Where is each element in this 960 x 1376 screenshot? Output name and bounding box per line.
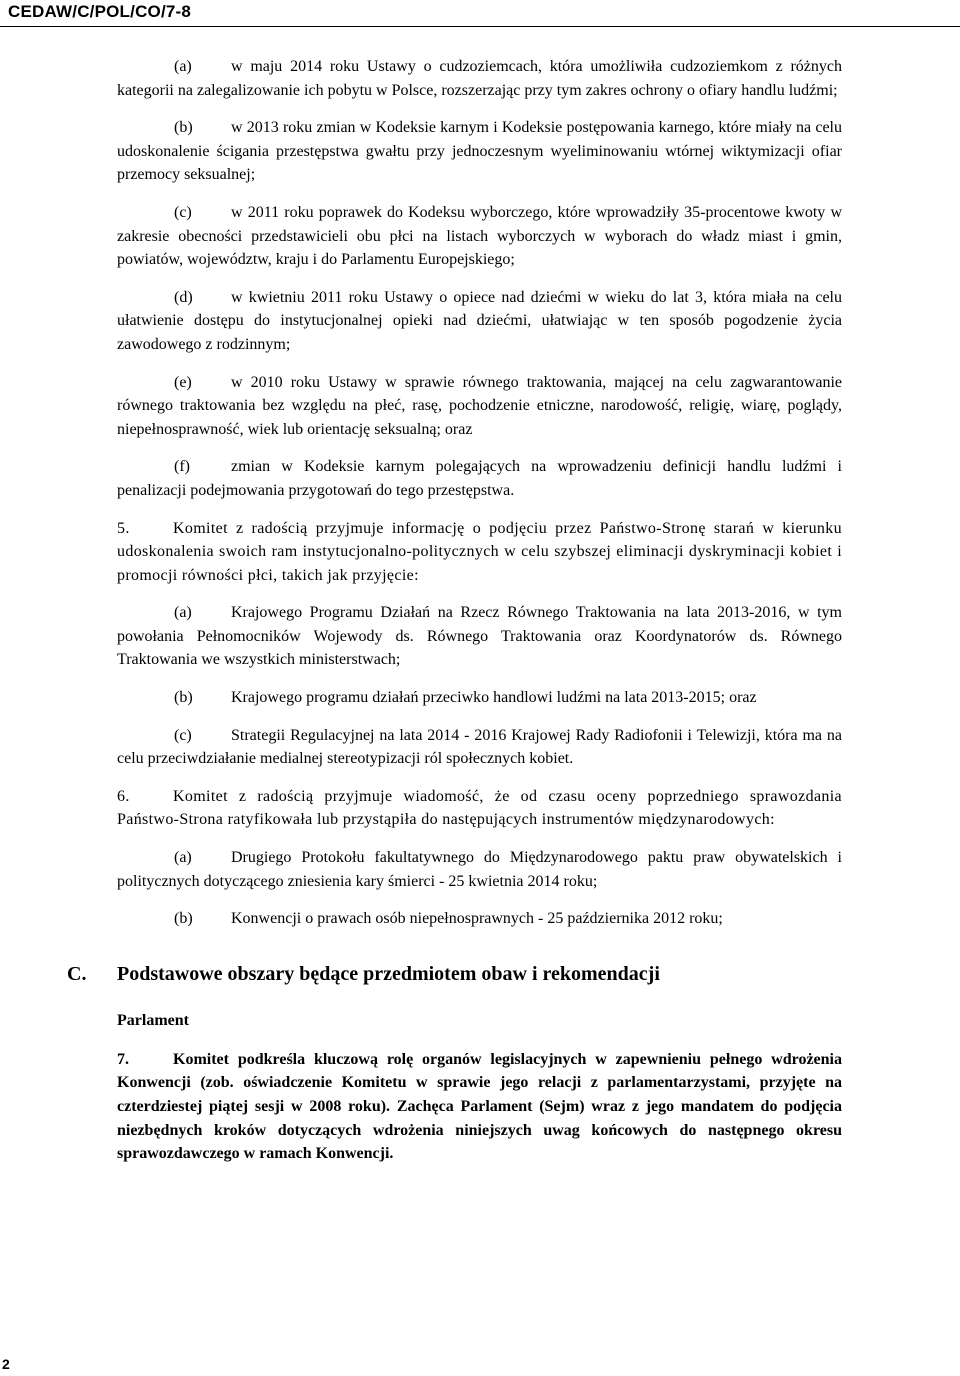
list-item	[117, 724, 842, 771]
subheading-parlament: Parlament	[117, 1011, 189, 1029]
item-text: w 2013 roku zmian w Kodeksie karnym i Kodeksie postępowania karnego, które miały na celu udoskonalenie ścigania przestępstwa gwałtu przy jednoczesnym wyeliminowaniu wtórnej wiktymizacji ofiar przemocy seksualnej;	[117, 119, 842, 184]
paragraph-number: 7.	[117, 1050, 129, 1068]
paragraph-text: Komitet z radością przyjmuje wiadomość, że od czasu oceny poprzedniego sprawozdania Państwo-Strona ratyfikowała lub przystąpiła do następujących instrumentów międzynarodowych:	[117, 787, 842, 829]
paragraph-number: 5.	[117, 519, 130, 537]
item-text: Drugiego Protokołu fakultatywnego do Międzynarodowego paktu praw obywatelskich i politycznych dotyczącego zniesienia kary śmierci - 25 kwietnia 2014 roku;	[117, 849, 842, 890]
list-item	[117, 907, 842, 931]
document-code: CEDAW/C/POL/CO/7-8	[8, 2, 192, 21]
item-label: (c)	[174, 726, 192, 744]
item-label: (b)	[174, 689, 193, 707]
list-item	[117, 601, 842, 672]
list-item	[117, 116, 842, 187]
item-text: zmian w Kodeksie karnym polegających na wprowadzeniu definicji handlu ludźmi i penalizacji podejmowania przygotowań do tego przestępstwa.	[117, 458, 842, 499]
item-text: Strategii Regulacyjnej na lata 2014 - 2016 Krajowej Rady Radiofonii i Telewizji, która ma na celu przeciwdziałanie medialnej stereotypizacji ról społecznych kobiet.	[117, 726, 842, 768]
section-title: Podstawowe obszary będące przedmiotem obaw i rekomendacji	[117, 962, 660, 985]
list-item	[117, 455, 842, 502]
list-item	[117, 846, 842, 893]
item-text: w 2010 roku Ustawy w sprawie równego traktowania, mającej na celu zagwarantowanie równego traktowania bez względu na płeć, rasę, pochodzenie etniczne, narodowość, religię, wiarę, poglądy, niepełnosprawność, wiek lub orientację seksualną; oraz	[117, 373, 842, 438]
item-label: (a)	[174, 604, 192, 622]
page-number: 2	[2, 1356, 10, 1372]
item-label: (d)	[174, 288, 193, 306]
paragraph-text: Komitet z radością przyjmuje informację o podjęciu przez Państwo-Stronę starań w kierunku udoskonalenia swoich ram instytucjonalno-politycznych w celu szybszej eliminacji dyskryminacji kobiet i promocji równości płci, takich jak przyjęcie:	[117, 519, 842, 584]
page-content	[67, 55, 842, 1180]
item-text: Krajowego Programu Działań na Rzecz Równego Traktowania na lata 2013-2016, w tym powołania Pełnomocników Wojewody ds. Równego Traktowania oraz Koordynatorów ds. Równego Traktowania we wszystkich ministerstwach;	[117, 604, 842, 669]
list-item	[117, 286, 842, 357]
item-label: (a)	[174, 58, 192, 75]
paragraph-text: Komitet podkreśla kluczową rolę organów legislacyjnych w zapewnieniu pełnego wdrożenia Konwencji (zob. oświadczenie Komitetu w sprawie jego relacji z parlamentarzystami, przyjęte na czterdziestej piątej sesji w 2008 roku). Zachęca Parlament (Sejm) wraz z jego mandatem do podjęcia niezbędnych kroków dotyczących wdrożenia niniejszych uwag końcowych do następnego okresu sprawozdawczego w ramach Konwencji.	[117, 1050, 842, 1163]
header-rule	[0, 26, 960, 27]
list-item	[117, 371, 842, 442]
list-item	[117, 686, 842, 710]
item-label: (a)	[174, 849, 192, 867]
item-text: w 2011 roku poprawek do Kodeksu wyborczego, które wprowadziły 35-procentowe kwoty w zakresie obecności przedstawicieli obu płci na listach wyborczych w wyborach do władz miast i gmin, powiatów, województw, kraju i do Parlamentu Europejskiego;	[117, 203, 842, 269]
item-text: Krajowego programu działań przeciwko handlowi ludźmi na lata 2013-2015; oraz	[231, 689, 757, 707]
item-label: (b)	[174, 910, 193, 928]
paragraph-5	[117, 517, 842, 588]
list-item	[117, 201, 842, 272]
item-label: (b)	[174, 119, 193, 137]
section-heading	[67, 961, 842, 987]
item-label: (c)	[174, 203, 192, 221]
list-item	[117, 55, 842, 102]
item-text: w maju 2014 roku Ustawy o cudzoziemcach, która umożliwiła cudzoziemkom z różnych kategorii na zalegalizowanie ich pobytu w Polsce, rozszerzając przy tym zakres ochrony o ofiary handlu ludźmi;	[117, 58, 842, 99]
item-label: (f)	[174, 458, 190, 476]
section-letter: C.	[67, 962, 87, 985]
item-text: Konwencji o prawach osób niepełnosprawnych - 25 października 2012 roku;	[231, 910, 723, 928]
item-text: w kwietniu 2011 roku Ustawy o opiece nad dziećmi w wieku do lat 3, która miała na celu ułatwienie dostępu do instytucjonalnej opieki nad dziećmi, ułatwiając w ten sposób pogodzenie życia zawodowego z rodzinnym;	[117, 288, 842, 353]
paragraph-7	[117, 1048, 842, 1166]
paragraph-6	[117, 785, 842, 832]
item-label: (e)	[174, 373, 192, 391]
paragraph-number: 6.	[117, 787, 130, 805]
